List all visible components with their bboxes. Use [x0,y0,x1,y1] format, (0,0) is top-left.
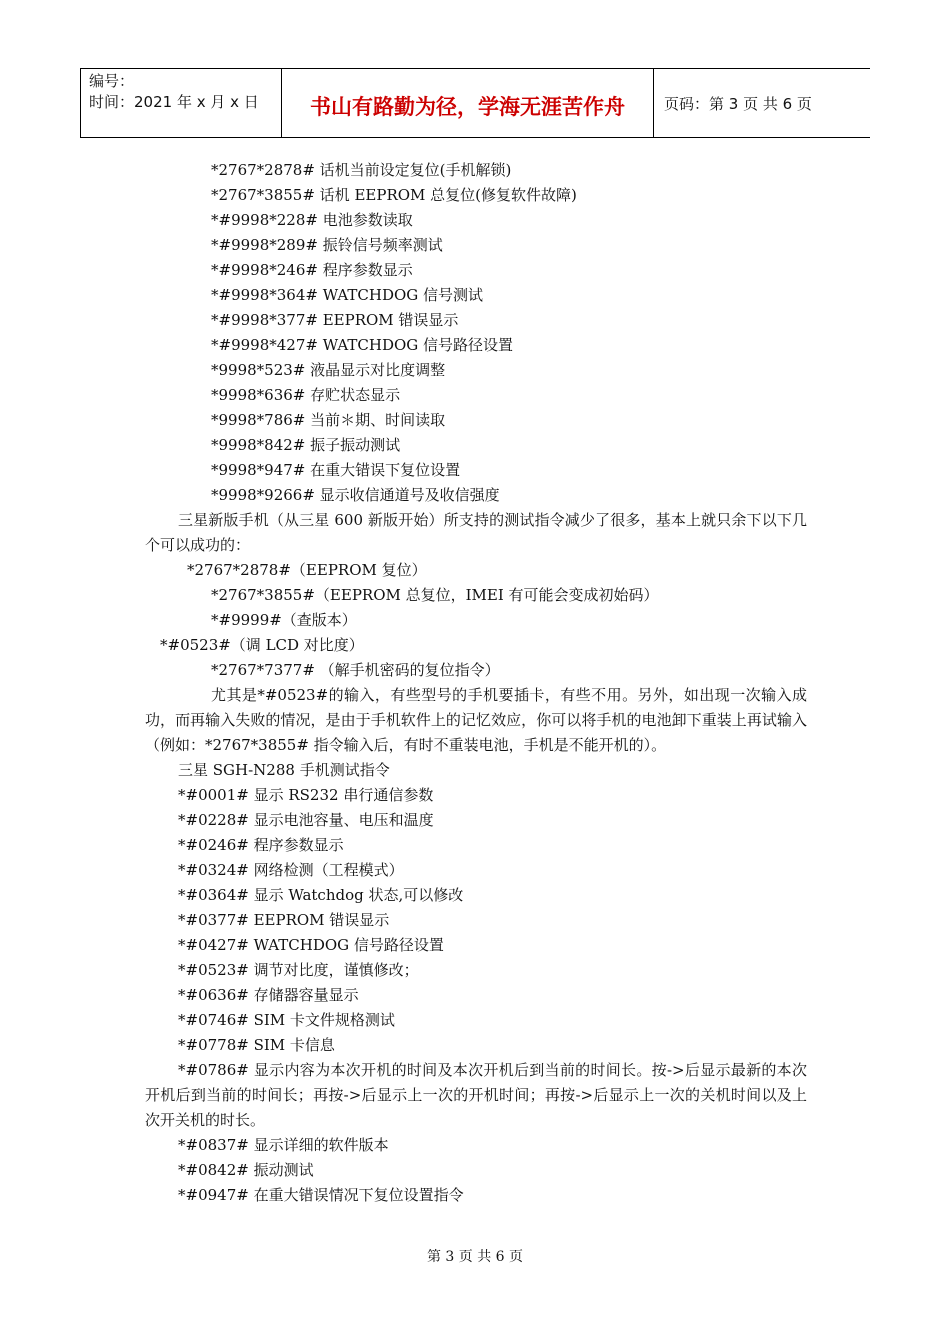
text-line: *#0228# 显示电池容量、电压和温度 [178,811,434,829]
text-line: *9998*947# 在重大错误下复位设置 [211,461,461,479]
text-line: *#9998*427# WATCHDOG 信号路径设置 [211,336,514,354]
text-line: *2767*7377# （解手机密码的复位指令） [211,661,500,679]
text-line: *2767*3855# 话机 EEPROM 总复位(修复软件故障) [211,186,577,204]
text-line: *#9998*289# 振铃信号频率测试 [211,236,443,254]
text-line: *#9999#（查版本） [211,611,357,629]
page-header [80,68,870,138]
paragraph: 三星新版手机（从三星 600 新版开始）所支持的测试指令减少了很多，基本上就只余下以下几个可以成功的： [145,511,807,554]
text-line: *9998*523# 液晶显示对比度调整 [211,361,446,379]
text-line: *#0947# 在重大错误情况下复位设置指令 [178,1186,464,1204]
text-line: *#0377# EEPROM 错误显示 [178,911,390,929]
paragraph: *#0786# 显示内容为本次开机的时间及本次开机后到当前的时间长。按->后显示最新的本次开机后到当前的时间长；再按->后显示上一次的开机时间；再按->后显示上一次的关机时间以及上次开关机的时长。 [145,1061,807,1129]
text-line: *#9998*228# 电池参数读取 [211,211,413,229]
text-line: *2767*2878# 话机当前设定复位(手机解锁) [211,161,512,179]
text-line: *#0246# 程序参数显示 [178,836,344,854]
document-time-label: 时间：2021 年 x 月 x 日 [89,93,259,111]
text-line: *#0523# 调节对比度，谨慎修改； [178,961,419,979]
text-line: *9998*636# 存贮状态显示 [211,386,401,404]
text-line: *#0842# 振动测试 [178,1161,314,1179]
text-line: *#9998*246# 程序参数显示 [211,261,413,279]
header-right-cell [654,69,870,137]
text-line: 三星 SGH-N288 手机测试指令 [178,761,390,779]
text-line: *#0837# 显示详细的软件版本 [178,1136,389,1154]
text-line: *#9998*364# WATCHDOG 信号测试 [211,286,484,304]
text-line: *2767*2878#（EEPROM 复位） [187,561,427,579]
text-line: *9998*9266# 显示收信通道号及收信强度 [211,486,500,504]
text-line: *#0324# 网络检测（工程模式） [178,861,404,879]
text-line: *#0636# 存储器容量显示 [178,986,359,1004]
paragraph: 尤其是*#0523#的输入，有些型号的手机要插卡，有些不用。另外，如出现一次输入成功，而再输入失败的情况，是由于手机软件上的记忆效应，你可以将手机的电池卸下重装上再试输入（例如：*2767*3855# 指令输入后，有时不重装电池，手机是不能开机的）。 [145,686,807,754]
text-line: *#0001# 显示 RS232 串行通信参数 [178,786,434,804]
text-line: *#0364# 显示 Watchdog 状态,可以修改 [178,886,464,904]
header-motto: 书山有路勤为径，学海无涯苦作舟 [310,95,625,119]
text-line: *#0427# WATCHDOG 信号路径设置 [178,936,444,954]
header-left-cell [80,69,282,137]
document-number-label: 编号： [89,72,135,90]
text-line: *2767*3855#（EEPROM 总复位，IMEI 有可能会变成初始码） [211,586,659,604]
text-line: *9998*842# 振子振动测试 [211,436,401,454]
header-middle-cell [282,69,654,137]
document-body [145,158,807,1208]
page-footer: 第 3 页 共 6 页 [426,1249,524,1265]
text-line: *9998*786# 当前＊期、时间读取 [211,411,446,429]
text-line: *#0746# SIM 卡文件规格测试 [178,1011,395,1029]
text-line: *#0778# SIM 卡信息 [178,1036,335,1054]
text-line: *#0523#（调 LCD 对比度） [160,636,364,654]
header-page-info: 页码：第 3 页 共 6 页 [664,95,812,113]
text-line: *#9998*377# EEPROM 错误显示 [211,311,459,329]
